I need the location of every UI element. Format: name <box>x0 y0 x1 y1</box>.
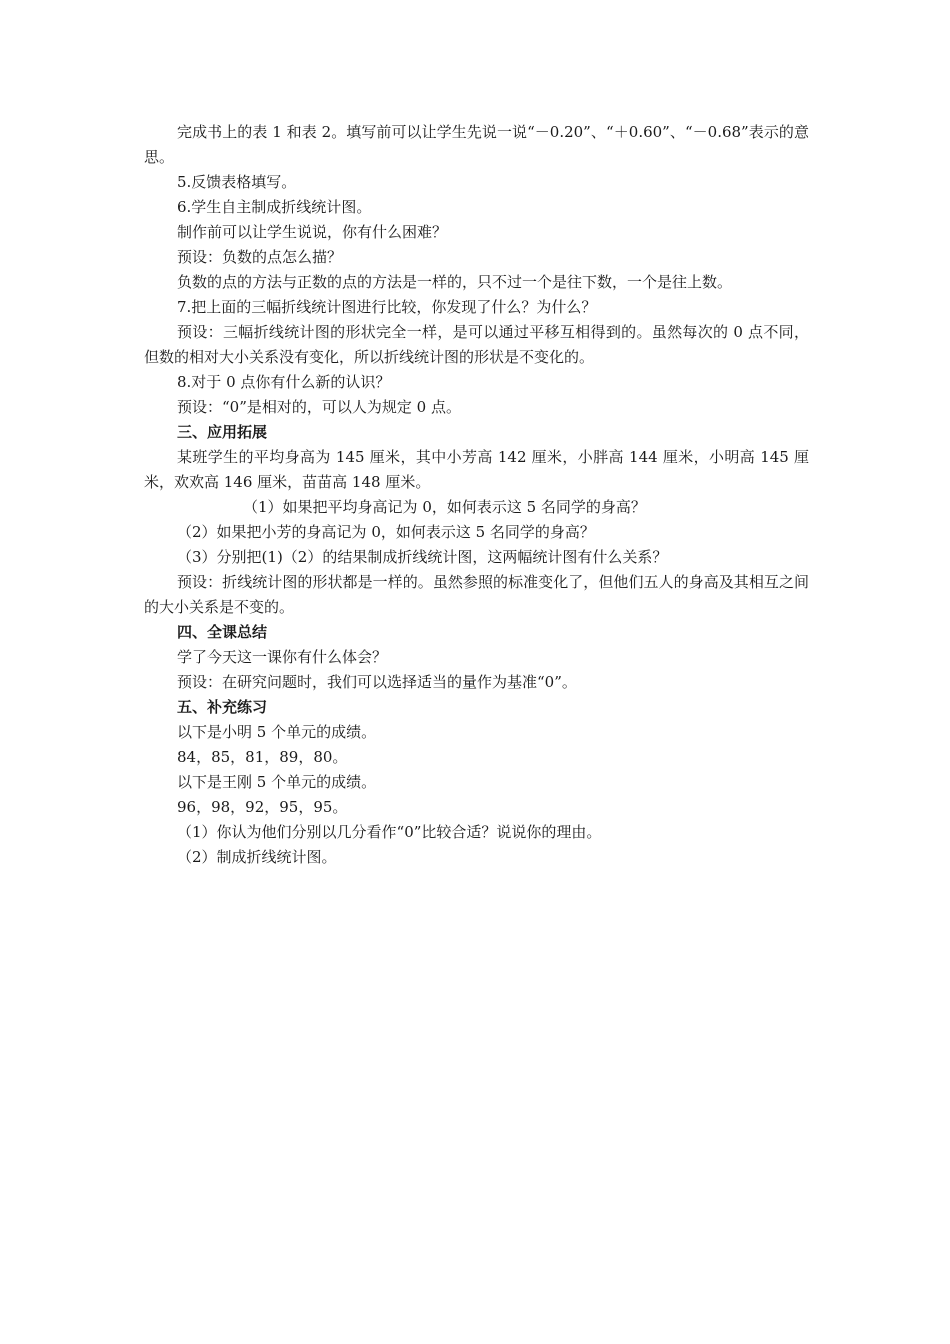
paragraph: 制作前可以让学生说说，你有什么困难？ <box>177 223 448 241</box>
question-item: （1）如果把平均身高记为 0，如何表示这 5 名同学的身高？ <box>243 498 646 516</box>
score-list: 96，98，92，95，95。 <box>177 798 348 816</box>
paragraph: 以下是王刚 5 个单元的成绩。 <box>177 773 377 791</box>
paragraph: 完成书上的表 1 和表 2。填写前可以让学生先说一说“－0.20”、“＋0.60”、“－0.68”表示的意思。 <box>144 123 809 166</box>
paragraph: 5.反馈表格填写。 <box>177 173 297 191</box>
paragraph: 6.学生自主制成折线统计图。 <box>177 198 372 216</box>
paragraph: 预设：三幅折线统计图的形状完全一样，是可以通过平移互相得到的。虽然每次的 0 点不同，但数的相对大小关系没有变化，所以折线统计图的形状是不变化的。 <box>144 323 809 366</box>
paragraph: 学了今天这一课你有什么体会？ <box>177 648 388 666</box>
paragraph: 某班学生的平均身高为 145 厘米，其中小芳高 142 厘米，小胖高 144 厘米，小明高 145 厘米，欢欢高 146 厘米，苗苗高 148 厘米。 <box>144 448 809 491</box>
section-heading: 四、全课总结 <box>177 623 268 641</box>
document-page <box>144 120 809 870</box>
paragraph: 预设：在研究问题时，我们可以选择适当的量作为基准“0”。 <box>177 673 577 691</box>
question-item: （2）如果把小芳的身高记为 0，如何表示这 5 名同学的身高？ <box>177 523 595 541</box>
section-heading: 五、补充练习 <box>177 698 268 716</box>
paragraph: 负数的点的方法与正数的点的方法是一样的，只不过一个是往下数，一个是往上数。 <box>177 273 733 291</box>
paragraph: 预设：折线统计图的形状都是一样的。虽然参照的标准变化了，但他们五人的身高及其相互之间的大小关系是不变的。 <box>144 573 809 616</box>
question-item: （3）分别把(1)（2）的结果制成折线统计图，这两幅统计图有什么关系？ <box>177 548 668 566</box>
section-heading: 三、应用拓展 <box>177 423 268 441</box>
question-item: （2）制成折线统计图。 <box>177 848 337 866</box>
paragraph: 7.把上面的三幅折线统计图进行比较，你发现了什么？为什么？ <box>177 298 597 316</box>
question-item: （1）你认为他们分别以几分看作“0”比较合适？说说你的理由。 <box>177 823 602 841</box>
paragraph: 预设：“0”是相对的，可以人为规定 0 点。 <box>177 398 461 416</box>
paragraph: 8.对于 0 点你有什么新的认识？ <box>177 373 391 391</box>
score-list: 84，85，81，89，80。 <box>177 748 348 766</box>
paragraph: 以下是小明 5 个单元的成绩。 <box>177 723 377 741</box>
paragraph: 预设：负数的点怎么描？ <box>177 248 343 266</box>
